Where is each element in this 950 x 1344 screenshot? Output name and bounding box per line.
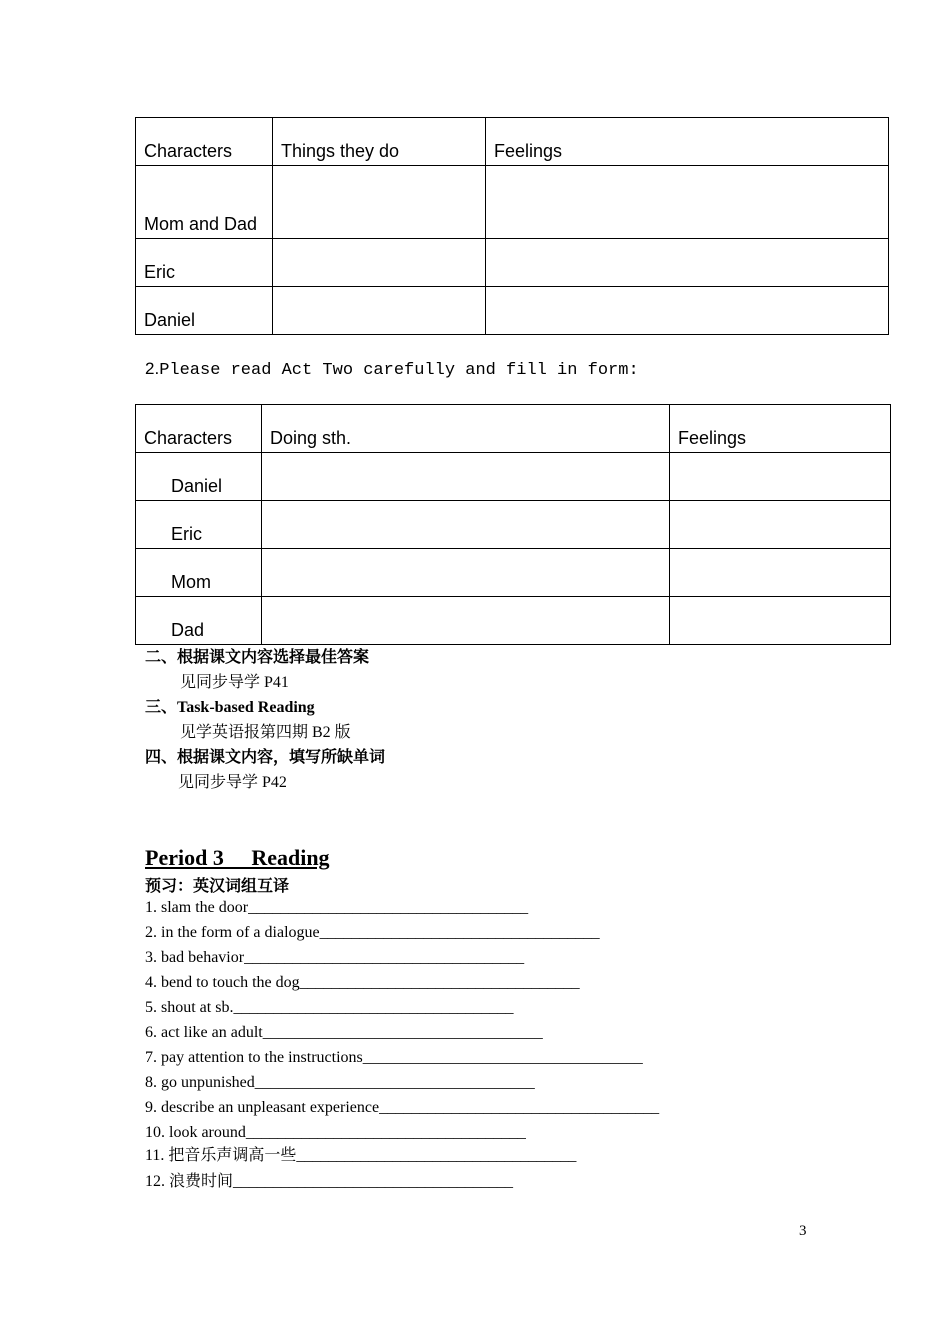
character-cell: Daniel xyxy=(136,453,262,501)
table-header-row xyxy=(136,118,889,166)
table-row xyxy=(136,597,891,645)
things-cell[interactable] xyxy=(273,239,486,287)
doing-cell[interactable] xyxy=(262,549,670,597)
header-cell: Feelings xyxy=(670,405,891,453)
table-row xyxy=(136,166,889,239)
doing-cell[interactable] xyxy=(262,597,670,645)
phrase-item[interactable]: 5. shout at sb.___________________________________ xyxy=(145,999,514,1016)
instruction-act-two xyxy=(145,359,639,380)
instruction-text: Please read Act Two carefully and fill in form: xyxy=(159,361,639,380)
character-cell: Dad xyxy=(136,597,262,645)
preview-heading: 预习：英汉词组互译 xyxy=(145,878,290,895)
section-note: 见同步导学 P41 xyxy=(180,674,289,691)
character-cell: Mom xyxy=(136,549,262,597)
phrase-item[interactable]: 12. 浪费时间___________________________________ xyxy=(145,1173,514,1190)
instruction-number: 2. xyxy=(145,359,160,378)
section-heading: 三、Task-based Reading xyxy=(145,699,315,716)
table-header-row xyxy=(136,405,891,453)
characters-table-act-two xyxy=(135,404,891,645)
character-cell: Mom and Dad xyxy=(136,166,273,239)
doing-cell[interactable] xyxy=(262,453,670,501)
header-cell: Characters xyxy=(136,118,273,166)
phrase-item[interactable]: 7. pay attention to the instructions___________________________________ xyxy=(145,1049,643,1066)
header-cell: Things they do xyxy=(273,118,486,166)
phrase-item[interactable]: 10. look around___________________________________ xyxy=(145,1124,526,1141)
character-cell: Eric xyxy=(136,501,262,549)
phrase-item[interactable]: 1. slam the door___________________________________ xyxy=(145,899,529,916)
characters-table-act-one xyxy=(135,117,889,335)
phrase-item[interactable]: 11. 把音乐声调高一些___________________________________ xyxy=(145,1147,577,1164)
header-cell: Feelings xyxy=(486,118,889,166)
phrase-item[interactable]: 2. in the form of a dialogue___________________________________ xyxy=(145,924,600,941)
character-cell: Eric xyxy=(136,239,273,287)
feelings-cell[interactable] xyxy=(486,166,889,239)
section-heading: 二、根据课文内容选择最佳答案 xyxy=(145,649,370,666)
header-cell: Characters xyxy=(136,405,262,453)
phrase-item[interactable]: 3. bad behavior___________________________________ xyxy=(145,949,525,966)
table-row xyxy=(136,501,891,549)
feelings-cell[interactable] xyxy=(486,287,889,335)
feelings-cell[interactable] xyxy=(486,239,889,287)
phrase-item[interactable]: 4. bend to touch the dog___________________________________ xyxy=(145,974,580,991)
feelings-cell[interactable] xyxy=(670,549,891,597)
feelings-cell[interactable] xyxy=(670,597,891,645)
period-title: Period 3 Reading xyxy=(145,845,330,870)
table-row xyxy=(136,453,891,501)
things-cell[interactable] xyxy=(273,166,486,239)
feelings-cell[interactable] xyxy=(670,501,891,549)
table-row xyxy=(136,287,889,335)
things-cell[interactable] xyxy=(273,287,486,335)
phrase-item[interactable]: 9. describe an unpleasant experience___________________________________ xyxy=(145,1099,660,1116)
section-note: 见学英语报第四期 B2 版 xyxy=(180,724,351,741)
page-number: 3 xyxy=(799,1223,807,1239)
doing-cell[interactable] xyxy=(262,501,670,549)
table-row xyxy=(136,239,889,287)
section-note: 见同步导学 P42 xyxy=(178,774,287,791)
character-cell: Daniel xyxy=(136,287,273,335)
phrase-item[interactable]: 8. go unpunished___________________________________ xyxy=(145,1074,535,1091)
phrase-item[interactable]: 6. act like an adult___________________________________ xyxy=(145,1024,543,1041)
section-heading: 四、根据课文内容，填写所缺单词 xyxy=(145,749,386,766)
feelings-cell[interactable] xyxy=(670,453,891,501)
header-cell: Doing sth. xyxy=(262,405,670,453)
table-row xyxy=(136,549,891,597)
